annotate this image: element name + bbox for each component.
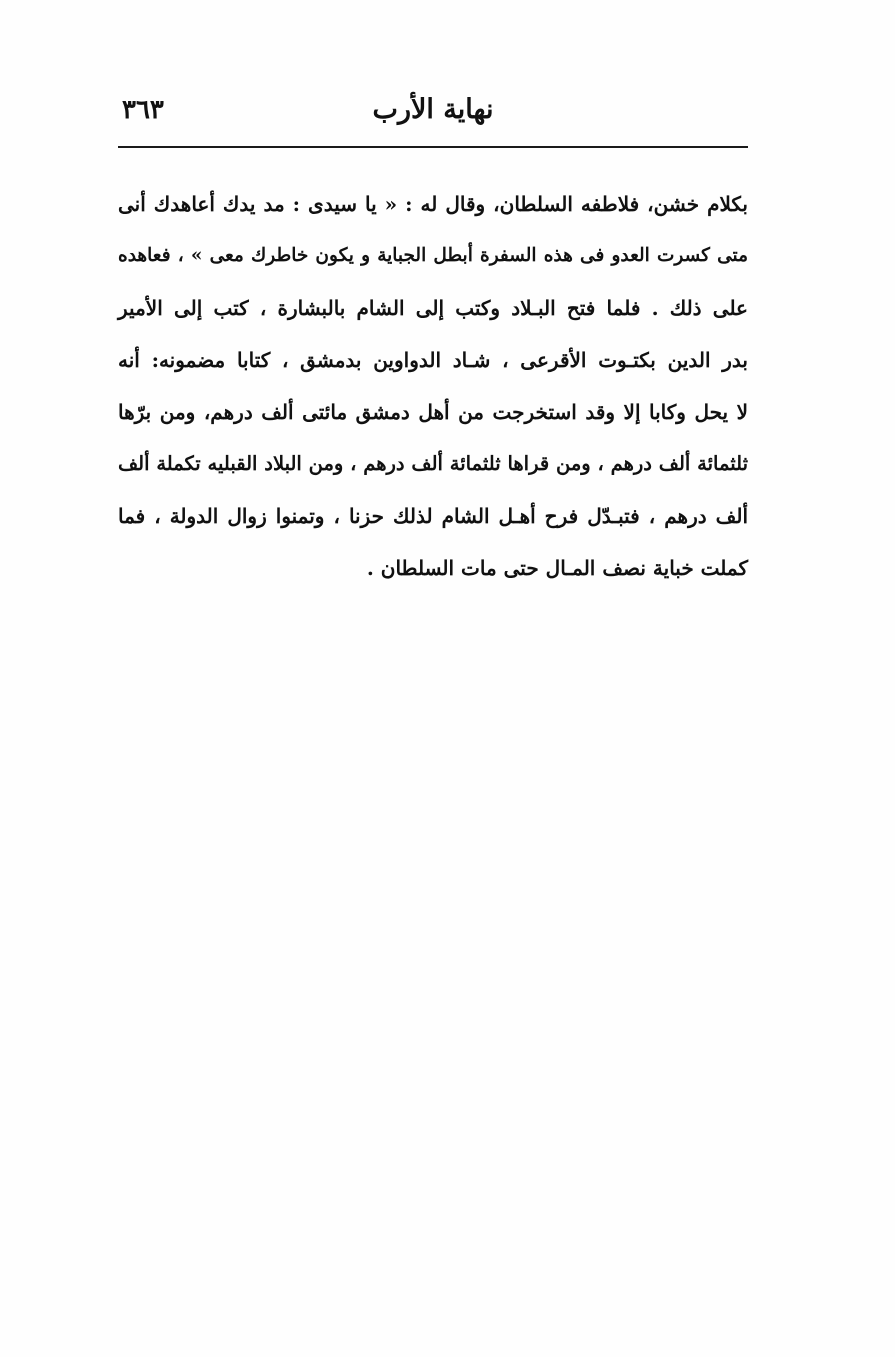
page-header bbox=[118, 88, 748, 132]
running-title: نهاية الأرب bbox=[372, 94, 494, 125]
text-line-4: بدر الدين بكتـوت الأقرعى ، شـاد الدواوين بدمشق ، كتابا مضمونه: أنه bbox=[118, 348, 748, 372]
text-line-1: بكلام خشن، فلاطفه السلطان، وقال له : « يا سيدى : مد يدك أعاهدك أنى bbox=[118, 192, 748, 216]
body-paragraph bbox=[118, 178, 748, 594]
page-number: ٣٦٣ bbox=[122, 95, 164, 125]
text-line-5: لا يحل وكابا إلا وقد استخرجت من أهل دمشق مائتى ألف درهم، ومن برّها bbox=[118, 400, 748, 424]
text-line-3: على ذلك . فلما فتح البـلاد وكتب إلى الشام بالبشارة ، كتب إلى الأمير bbox=[118, 296, 748, 320]
header-rule bbox=[118, 146, 748, 148]
text-line-7: ألف درهم ، فتبـدّل فرح أهـل الشام لذلك حزنا ، وتمنوا زوال الدولة ، فما bbox=[118, 504, 748, 528]
text-line-2: متى كسرت العدو فى هذه السفرة أبطل الجباية و يكون خاطرك معى » ، فعاهده bbox=[118, 245, 748, 266]
text-line-8: كملت خباية نصف المـال حتى مات السلطان . bbox=[366, 556, 748, 580]
text-line-6: ثلثمائة ألف درهم ، ومن قراها ثلثمائة ألف درهم ، ومن البلاد القبليه تكملة ألف bbox=[118, 452, 748, 475]
